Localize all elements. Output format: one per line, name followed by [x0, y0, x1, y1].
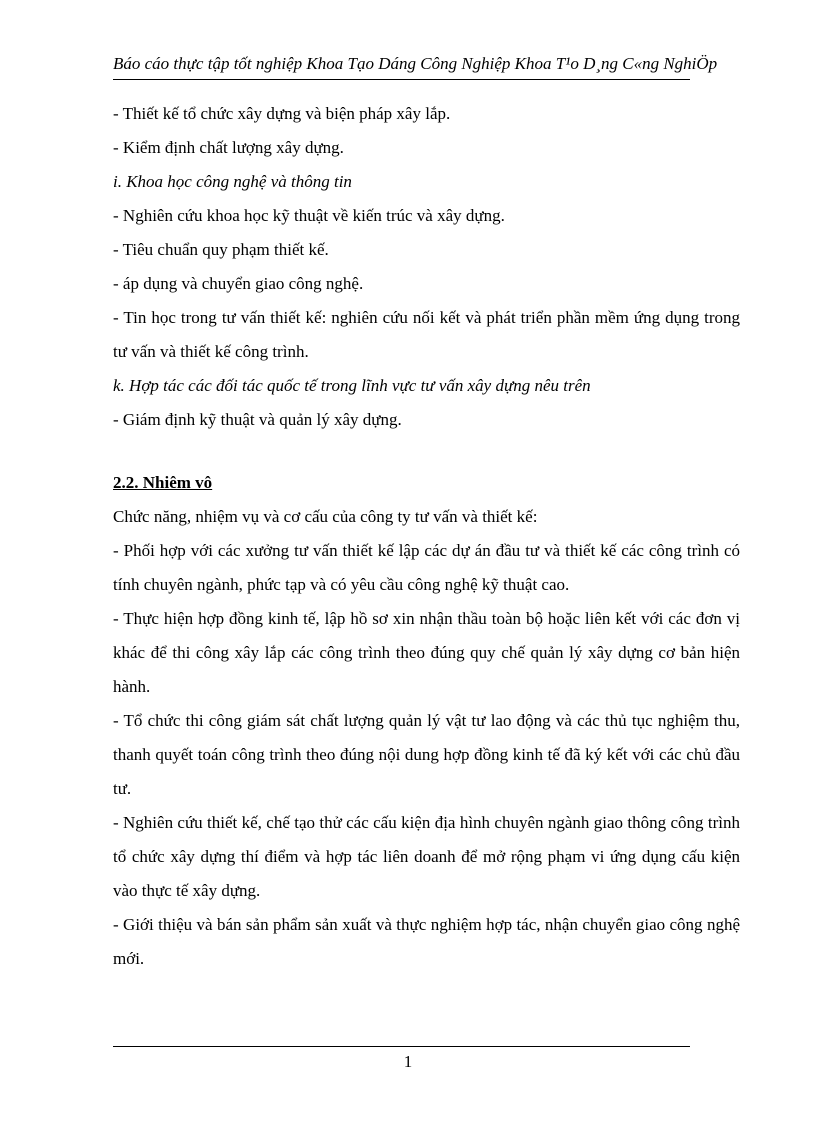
- paragraph: - Thực hiện hợp đồng kinh tế, lập hồ sơ xin nhận thầu toàn bộ hoặc liên kết với các đơn vị khác để thi công xây lắp các công trình theo đúng quy chế quản lý xây dựng cơ bản hiện hành.: [113, 609, 740, 696]
- paragraph: - Nghiên cứu khoa học kỹ thuật về kiến trúc và xây dựng.: [113, 206, 505, 225]
- header-rule: [113, 79, 690, 80]
- paragraph: - Thiết kế tổ chức xây dựng và biện pháp xây lắp.: [113, 104, 451, 123]
- page-header: Báo cáo thực tập tốt nghiệp Khoa Tạo Dáng Công Nghiệp Khoa T¹o D¸ng C«ng NghiÖp: [113, 54, 718, 73]
- paragraph: - Tiêu chuẩn quy phạm thiết kế.: [113, 240, 329, 259]
- paragraph: - Nghiên cứu thiết kế, chế tạo thử các cấu kiện địa hình chuyên ngành giao thông công trình tổ chức xây dựng thí điểm và hợp tác liên doanh để mở rộng phạm vi ứng dụng cấu kiện vào thực tế xây dựng.: [113, 813, 740, 900]
- page-number: 1: [403, 1052, 413, 1071]
- paragraph: - Kiểm định chất lượng xây dựng.: [113, 138, 344, 157]
- subsection-title: k. Hợp tác các đối tác quốc tế trong lĩnh vực tư vấn xây dựng nêu trên: [113, 376, 591, 395]
- paragraph: - Giới thiệu và bán sản phẩm sản xuất và thực nghiệm hợp tác, nhận chuyển giao công nghệ mới.: [113, 915, 740, 968]
- footer-rule: [113, 1046, 690, 1047]
- paragraph: - áp dụng và chuyển giao công nghệ.: [113, 274, 364, 293]
- section-heading: 2.2. Nhiêm vô: [113, 473, 213, 492]
- paragraph: - Phối hợp với các xưởng tư vấn thiết kế lập các dự án đầu tư và thiết kế các công trình có tính chuyên ngành, phức tạp và có yêu cầu công nghệ kỹ thuật cao.: [113, 541, 740, 594]
- document-body: [113, 97, 740, 976]
- paragraph: - Giám định kỹ thuật và quản lý xây dựng.: [113, 410, 402, 429]
- paragraph: - Tổ chức thi công giám sát chất lượng quản lý vật tư lao động và các thủ tục nghiệm thu, thanh quyết toán công trình theo đúng nội dung hợp đồng kinh tế đã ký kết với các chủ đầu tư.: [113, 711, 740, 798]
- paragraph: Chức năng, nhiệm vụ và cơ cấu của công ty tư vấn và thiết kế:: [113, 507, 538, 526]
- subsection-title: i. Khoa học công nghệ và thông tin: [113, 172, 352, 191]
- paragraph: - Tin học trong tư vấn thiết kế: nghiên cứu nối kết và phát triển phần mềm ứng dụng trong tư vấn và thiết kế công trình.: [113, 308, 740, 361]
